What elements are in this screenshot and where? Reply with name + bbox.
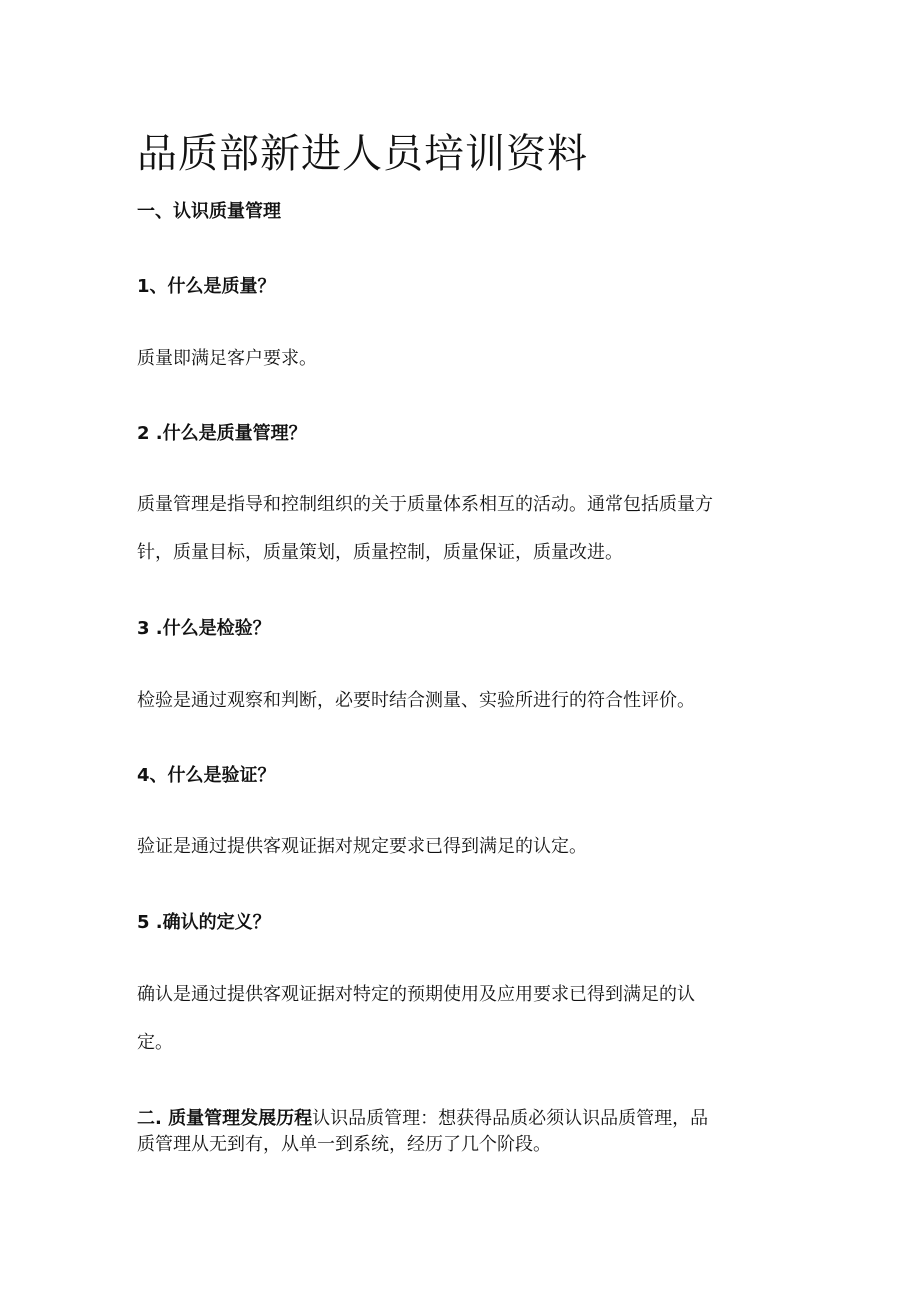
item-1-heading: 1、什么是质量？ [137, 276, 276, 297]
section-1-heading: 一、认识质量管理 [137, 201, 281, 222]
section-2-line-2: 质管理从无到有，从单一到系统，经历了几个阶段。 [137, 1134, 551, 1155]
item-4-text: 验证是通过提供客观证据对规定要求已得到满足的认定。 [137, 836, 587, 857]
section-2-heading: 二. 质量管理发展历程 [137, 1108, 313, 1129]
item-2-heading: 2 .什么是质量管理？ [137, 423, 307, 444]
item-3-text: 检验是通过观察和判断，必要时结合测量、实验所进行的符合性评价。 [137, 690, 695, 711]
item-2-text-line-2: 针，质量目标，质量策划，质量控制，质量保证，质量改进。 [137, 542, 623, 563]
item-5-text-line-1: 确认是通过提供客观证据对特定的预期使用及应用要求已得到满足的认 [137, 984, 695, 1005]
item-2-text-line-1: 质量管理是指导和控制组织的关于质量体系相互的活动。通常包括质量方 [137, 494, 713, 515]
item-5-heading: 5 .确认的定义？ [137, 912, 271, 933]
section-2-line-1 [137, 1106, 708, 1132]
item-5-text-line-2: 定。 [137, 1032, 173, 1053]
item-3-heading: 3 .什么是检验？ [137, 618, 271, 639]
document-title: 品质部新进人员培训资料 [137, 131, 588, 177]
section-2-intro: 认识品质管理：想获得品质必须认识品质管理，品 [312, 1108, 709, 1129]
item-4-heading: 4、什么是验证？ [137, 765, 276, 786]
item-1-text: 质量即满足客户要求。 [137, 348, 317, 369]
